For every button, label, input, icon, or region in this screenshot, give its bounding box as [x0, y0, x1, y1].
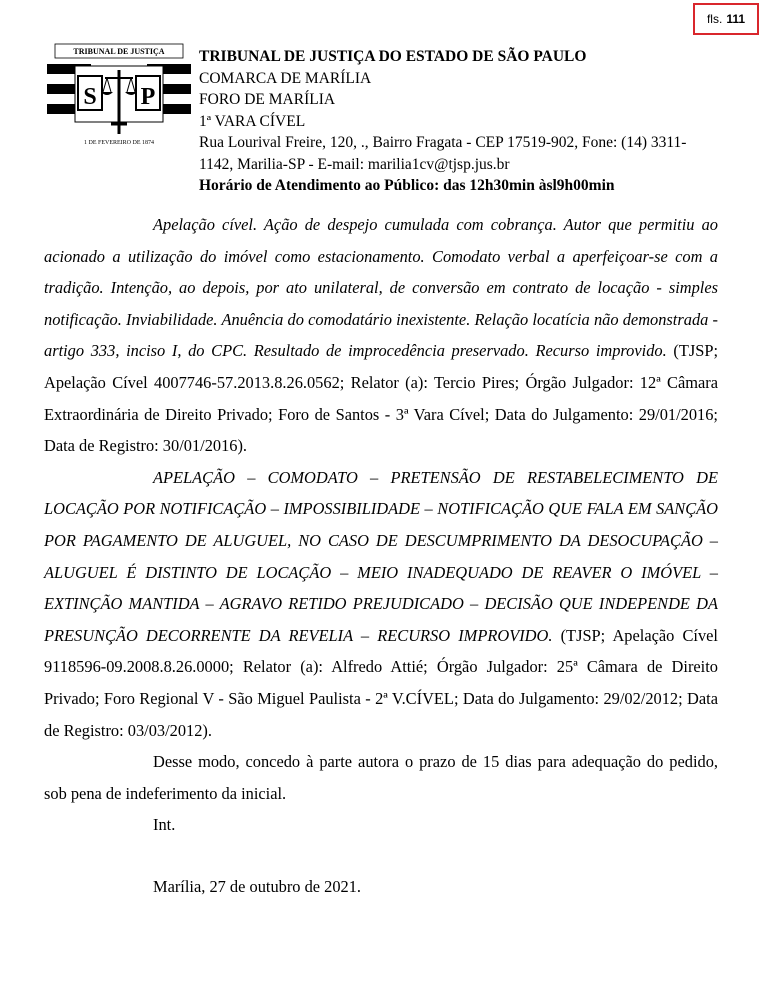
seal-top-text: TRIBUNAL DE JUSTIÇA: [73, 47, 165, 56]
seal-left-letter: S: [83, 84, 97, 110]
citation-2-reference: (TJSP; Apelação Cível 9118596-09.2008.8.26.0000; Relator (a): Alfredo Attié; Órgão Julgador: 25ª Câmara de Direito Privado; Foro Regional V - São Miguel Paulista - 2ª V.CÍVEL; Data do Julgamento: 29/02/2012; Data de Registro: 03/03/2012).: [44, 625, 718, 740]
citation-1-reference: (TJSP; Apelação Cível 4007746-57.2013.8.26.0562; Relator (a): Tercio Pires; Órgão Julgador: 12ª Câmara Extraordinária de Direito Privado; Foro de Santos - 3ª Vara Cível; Data do Julgamento: 29/01/2016; Data de Registro: 30/01/2016).: [44, 341, 718, 456]
document-body: [44, 209, 718, 902]
court-header: [199, 46, 759, 197]
citation-2-ementa: APELAÇÃO – COMODATO – PRETENSÃO DE RESTABELECIMENTO DE LOCAÇÃO POR NOTIFICAÇÃO – IMPOSSIBILIDADE – NOTIFICAÇÃO QUE FALA EM SANÇÃO POR PAGAMENTO DE ALUGUEL, NO CASO DE DESCUMPRIMENTO DA DESOCUPAÇÃO – ALUGUEL É DISTINTO DE LOCAÇÃO – MEIO INADEQUADO DE REAVER O IMÓVEL – EXTINÇÃO MANTIDA – AGRAVO RETIDO PREJUDICADO – DECISÃO QUE INDEPENDE DA PRESUNÇÃO DECORRENTE DA REVELIA – RECURSO IMPROVIDO.: [44, 467, 718, 645]
citation-paragraph-2: [44, 462, 718, 746]
citation-paragraph-1: [44, 209, 718, 462]
court-name: TRIBUNAL DE JUSTIÇA DO ESTADO DE SÃO PAULO: [199, 48, 587, 65]
seal-bottom-text: 1 DE FEVEREIRO DE 1874: [84, 140, 154, 146]
seal-right-letter: P: [140, 84, 156, 110]
date-line: Marília, 27 de outubro de 2021.: [153, 876, 362, 896]
closing-int: Int.: [153, 815, 176, 835]
blank-space: [44, 841, 718, 871]
court-seal-logo: [45, 40, 193, 148]
public-hours: Horário de Atendimento ao Público: das 12h30min àsl9h00min: [199, 177, 615, 194]
vara-name: 1ª VARA CÍVEL: [199, 112, 306, 130]
citation-1-ementa: Apelação cível. Ação de despejo cumulada com cobrança. Autor que permitiu ao acionado a utilização do imóvel como estacionamento. Comodato verbal a aperfeiçoar-se com a tradição. Intenção, ao depois, por ato unilateral, de conversão em contrato de locação - simples notificação. Inviabilidade. Anuência do comodatário inexistente. Relação locatícia não demonstrada - artigo 333, inciso I, do CPC. Resultado de improcedência preservado. Recurso improvido.: [44, 215, 718, 361]
page-number-stamp: [693, 3, 759, 35]
foro-name: FORO DE MARÍLIA: [199, 91, 336, 108]
decision-paragraph: Desse modo, concedo à parte autora o prazo de 15 dias para adequação do pedido, sob pena de indeferimento da inicial.: [44, 752, 718, 803]
page-number-label: fls.: [706, 12, 723, 26]
page-number-value: 111: [726, 12, 746, 26]
court-seal-icon: [45, 40, 193, 148]
court-address: Rua Lourival Freire, 120, ., Bairro Fragata - CEP 17519-902, Fone: (14) 3311-1142, Marilia-SP - E-mail: marilia1cv@tjsp.jus.br: [199, 134, 687, 173]
comarca-name: COMARCA DE MARÍLIA: [199, 69, 372, 87]
